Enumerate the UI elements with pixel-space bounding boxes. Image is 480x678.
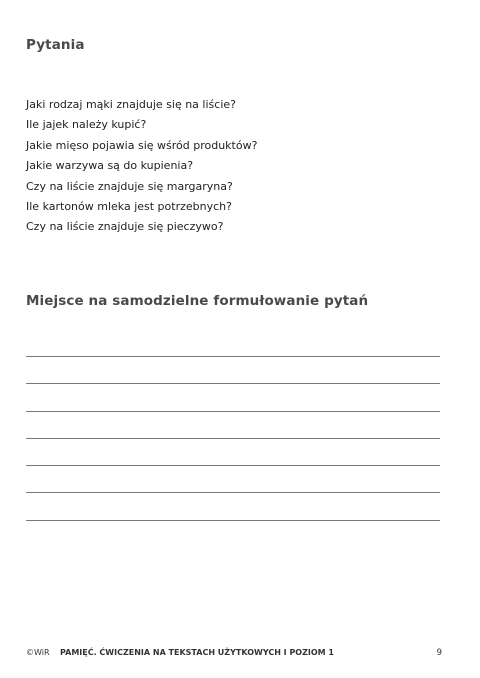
own-questions-heading: Miejsce na samodzielne formułowanie pytań bbox=[26, 293, 369, 309]
question-item: Jakie mięso pojawia się wśród produktów? bbox=[26, 138, 258, 152]
answer-line[interactable] bbox=[26, 465, 440, 466]
answer-line[interactable] bbox=[26, 520, 440, 521]
questions-list bbox=[26, 95, 257, 238]
page-number: 9 bbox=[436, 648, 442, 658]
question-item: Ile kartonów mleka jest potrzebnych? bbox=[26, 200, 232, 214]
answer-line[interactable] bbox=[26, 438, 440, 439]
questions-heading: Pytania bbox=[26, 37, 85, 53]
question-item: Czy na liście znajduje się pieczywo? bbox=[26, 220, 224, 234]
answer-line[interactable] bbox=[26, 492, 440, 493]
question-item: Ile jajek należy kupić? bbox=[26, 118, 147, 132]
question-item: Jakie warzywa są do kupienia? bbox=[26, 159, 194, 173]
book-title: PAMIĘĆ. ĆWICZENIA NA TEKSTACH UŻYTKOWYCH I POZIOM 1 bbox=[60, 648, 334, 657]
answer-line[interactable] bbox=[26, 356, 440, 357]
answer-line[interactable] bbox=[26, 411, 440, 412]
question-item: Czy na liście znajduje się margaryna? bbox=[26, 179, 233, 193]
question-item: Jaki rodzaj mąki znajduje się na liście? bbox=[26, 98, 236, 111]
answer-line[interactable] bbox=[26, 383, 440, 384]
answer-lines bbox=[26, 356, 440, 547]
copyright-text: ©WiR bbox=[26, 648, 50, 657]
